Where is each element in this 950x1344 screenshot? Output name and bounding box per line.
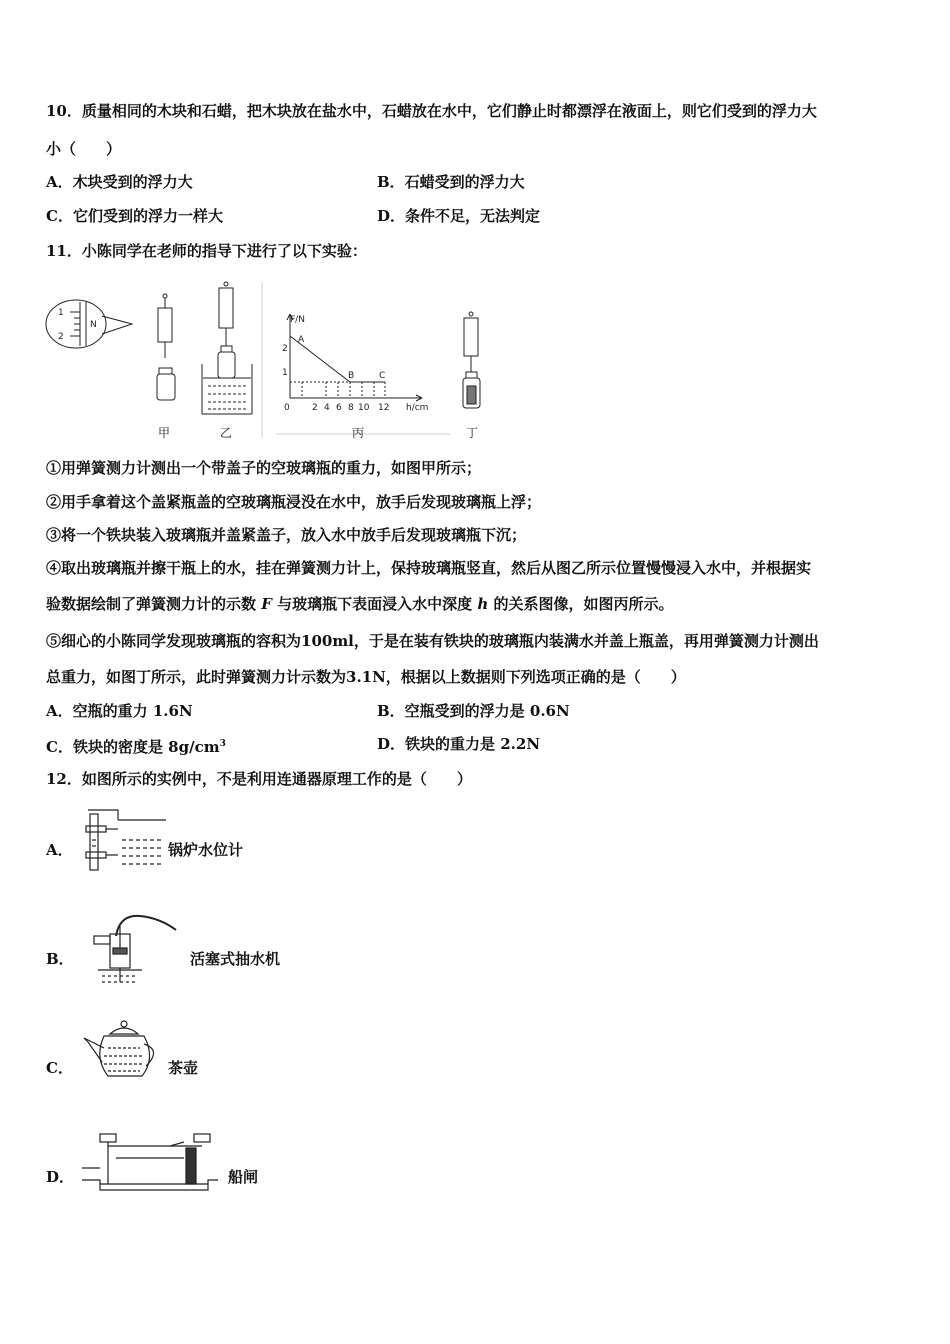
teapot-svg — [80, 1018, 164, 1084]
q11-step-2: ②用手拿着这个盖紧瓶盖的空玻璃瓶浸没在水中，放手后发现玻璃瓶上浮； — [46, 493, 542, 511]
q11-option-d: D．铁块的重力是 2.2N — [377, 735, 541, 753]
graph-xtick-4: 4 — [324, 403, 330, 413]
step4-text-a: 验数据绘制了弹簧测力计的示数 — [46, 595, 257, 613]
graph-ytick-0: 0 — [284, 403, 290, 413]
step4-var-f: F — [261, 595, 272, 613]
q12-option-d-label: 船闸 — [228, 1168, 259, 1186]
figure-bing-graph — [287, 314, 422, 401]
step4-var-h: h — [477, 595, 489, 613]
q10-stem-line2: 小（ ） — [46, 140, 122, 158]
graph-ytick-2: 2 — [282, 344, 288, 354]
boiler-gauge-svg — [78, 804, 168, 876]
graph-xlabel: h/cm — [406, 403, 429, 413]
gauge-label-1: 1 — [58, 308, 64, 318]
q12-stem: 12．如图所示的实例中，不是利用连通器原理工作的是（ ） — [46, 770, 472, 788]
piston-pump-svg — [80, 906, 180, 986]
q10-option-c: C．它们受到的浮力一样大 — [46, 207, 223, 225]
q11-option-c-sup: 3 — [219, 739, 226, 749]
q11-step-5-line2: 总重力，如图丁所示，此时弹簧测力计示数为3.1N，根据以上数据则下列选项正确的是（ ） — [46, 668, 686, 686]
step4-text-c: 的关系图像，如图丙所示。 — [493, 595, 674, 613]
graph-xtick-10: 10 — [358, 403, 370, 413]
graph-xtick-12: 12 — [378, 403, 390, 413]
ship-lock-svg — [80, 1128, 220, 1198]
q11-step-3: ③将一个铁块装入玻璃瓶并盖紧盖子，放入水中放手后发现玻璃瓶下沉； — [46, 526, 527, 544]
figure-ding — [463, 312, 480, 408]
boiler-gauge-illustration — [78, 804, 168, 876]
q11-figure — [40, 278, 510, 442]
q11-stem: 11．小陈同学在老师的指导下进行了以下实验： — [46, 242, 367, 260]
ship-lock-illustration — [80, 1128, 220, 1198]
q11-step-5-line1: ⑤细心的小陈同学发现玻璃瓶的容积为100ml，于是在装有铁块的玻璃瓶内装满水并盖上瓶盖，再用弹簧测力计测出 — [46, 632, 819, 650]
caption-jia: 甲 — [158, 426, 171, 440]
q11-option-b: B．空瓶受到的浮力是 0.6N — [377, 702, 570, 720]
q10-option-a: A．木块受到的浮力大 — [46, 173, 193, 191]
graph-ylabel: F/N — [290, 315, 305, 325]
graph-xtick-2: 2 — [312, 403, 318, 413]
q12-option-a-label: 锅炉水位计 — [168, 841, 244, 859]
q10-option-d: D．条件不足，无法判定 — [377, 207, 541, 225]
q10-stem-line1: 10．质量相同的木块和石蜡，把木块放在盐水中，石蜡放在水中，它们静止时都漂浮在液面上，则它们受到的浮力大 — [46, 102, 817, 120]
figure-yi — [202, 282, 252, 414]
graph-ytick-1: 1 — [282, 368, 288, 378]
graph-xtick-8: 8 — [348, 403, 354, 413]
q11-step-1: ①用弹簧测力计测出一个带盖子的空玻璃瓶的重力，如图甲所示； — [46, 459, 482, 477]
graph-point-a: A — [298, 335, 305, 345]
piston-pump-illustration — [80, 906, 180, 986]
q12-option-c-letter: C． — [46, 1059, 73, 1077]
caption-ding: 丁 — [466, 426, 479, 440]
graph-point-b: B — [348, 371, 355, 381]
q10-option-b: B．石蜡受到的浮力大 — [377, 173, 525, 191]
teapot-illustration — [80, 1018, 164, 1084]
caption-bing: 丙 — [352, 426, 365, 440]
q12-option-d-letter: D． — [46, 1168, 75, 1186]
q11-figure-svg — [40, 278, 510, 442]
q12-option-b-letter: B． — [46, 950, 74, 968]
graph-point-c: C — [379, 371, 386, 381]
gauge-label-n: N — [90, 320, 97, 330]
figure-jia — [46, 294, 175, 400]
q12-option-b-label: 活塞式抽水机 — [190, 950, 281, 968]
q11-step-4-line2 — [46, 594, 674, 614]
q11-option-a: A．空瓶的重力 1.6N — [46, 702, 193, 720]
q12-option-c-label: 茶壶 — [168, 1059, 199, 1077]
q12-option-a-letter: A． — [46, 841, 73, 859]
graph-xtick-6: 6 — [336, 403, 342, 413]
q11-option-c-text: C．铁块的密度是 8g/cm — [46, 738, 220, 756]
gauge-label-2: 2 — [58, 332, 64, 342]
step4-text-b: 与玻璃瓶下表面浸入水中深度 — [277, 595, 473, 613]
q11-step-4-line1: ④取出玻璃瓶并擦干瓶上的水，挂在弹簧测力计上，保持玻璃瓶竖直，然后从图乙所示位置慢慢浸入水中，并根据实 — [46, 559, 812, 577]
q11-option-c — [46, 734, 226, 757]
caption-yi: 乙 — [220, 426, 233, 440]
